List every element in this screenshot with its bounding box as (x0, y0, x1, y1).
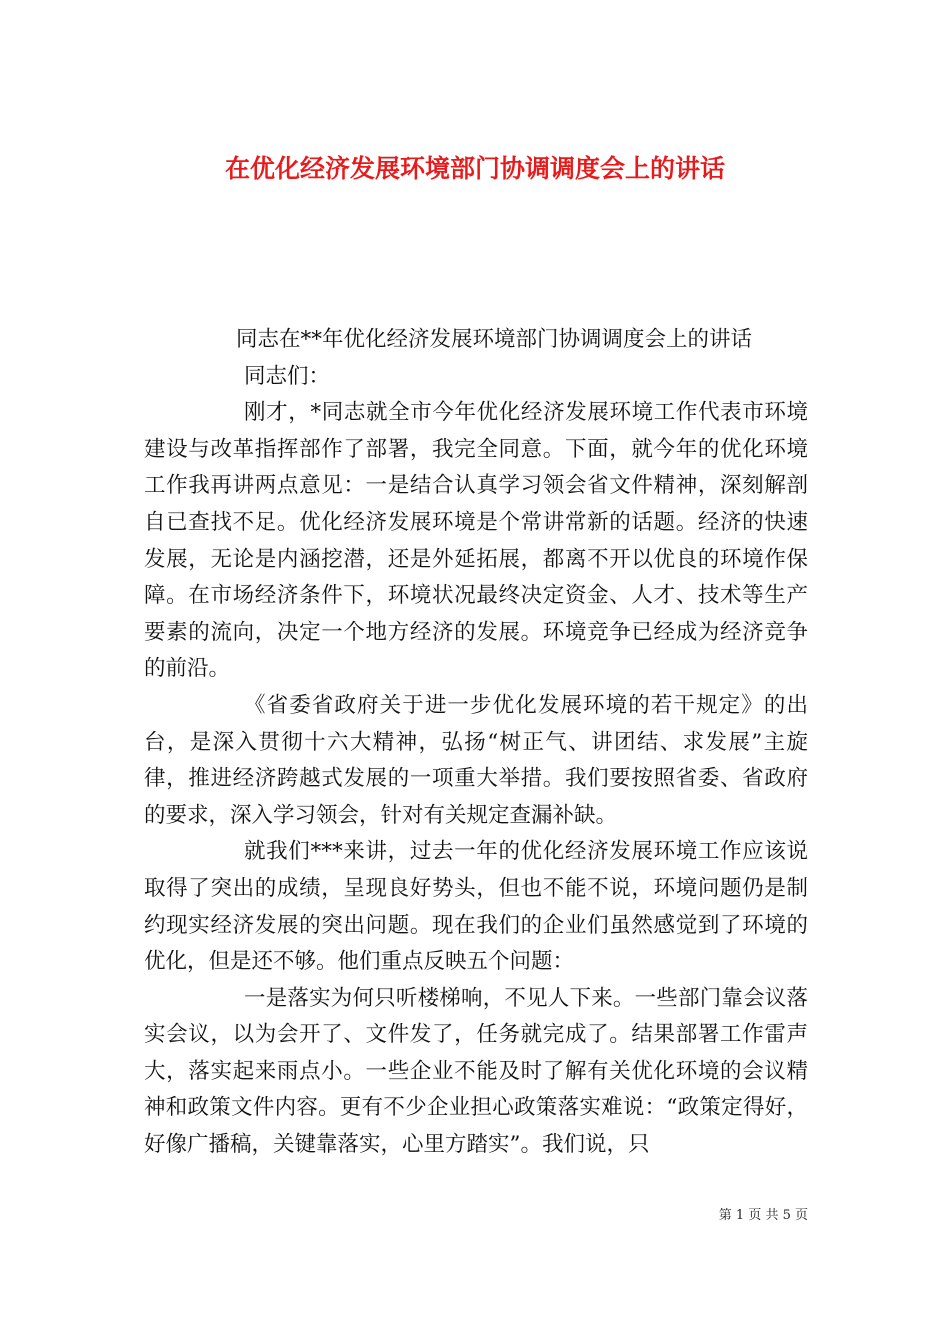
paragraph: 刚才，*同志就全市今年优化经济发展环境工作代表市环境建设与改革指挥部作了部署，我完全同意。下面，就今年的优化环境工作我再讲两点意见：一是结合认真学习领会省文件精神，深刻解剖自已查找不足。优化经济发展环境是个常讲常新的话题。经济的快速发展，无论是内涵挖潜，还是外延拓展，都离不开以优良的环境作保障。在市场经济条件下，环境状况最终决定资金、人才、技术等生产要素的流向，决定一个地方经济的发展。环境竞争已经成为经济竞争的前沿。 (144, 400, 808, 682)
page-number: 第 1 页 共 5 页 (718, 1208, 808, 1223)
paragraph: 《省委省政府关于进一步优化发展环境的若干规定》的出台，是深入贯彻十六大精神，弘扬“树正气、讲团结、求发展”主旋律，推进经济跨越式发展的一项重大举措。我们要按照省委、省政府的要求，深入学习领会，针对有关规定查漏补缺。 (144, 692, 808, 828)
paragraph: 一是落实为何只听楼梯响，不见人下来。一些部门靠会议落实会议，以为会开了、文件发了，任务就完成了。结果部署工作雷声大，落实起来雨点小。一些企业不能及时了解有关优化环境的会议精神和政策文件内容。更有不少企业担心政策落实难说：“政策定得好，好像广播稿，关键靠落实，心里方踏实”。我们说，只 (144, 985, 808, 1158)
document-title: 在优化经济发展环境部门协调调度会上的讲话 (224, 153, 725, 183)
document-body (144, 322, 808, 1164)
speech-subtitle: 同志在**年优化经济发展环境部门协调调度会上的讲话 (236, 327, 753, 352)
paragraph: 就我们***来讲，过去一年的优化经济发展环境工作应该说取得了突出的成绩，呈现良好势头，但也不能不说，环境问题仍是制约现实经济发展的突出问题。现在我们的企业们虽然感觉到了环境的优化，但是还不够。他们重点反映五个问题： (144, 839, 808, 975)
salutation: 同志们： (244, 363, 331, 389)
